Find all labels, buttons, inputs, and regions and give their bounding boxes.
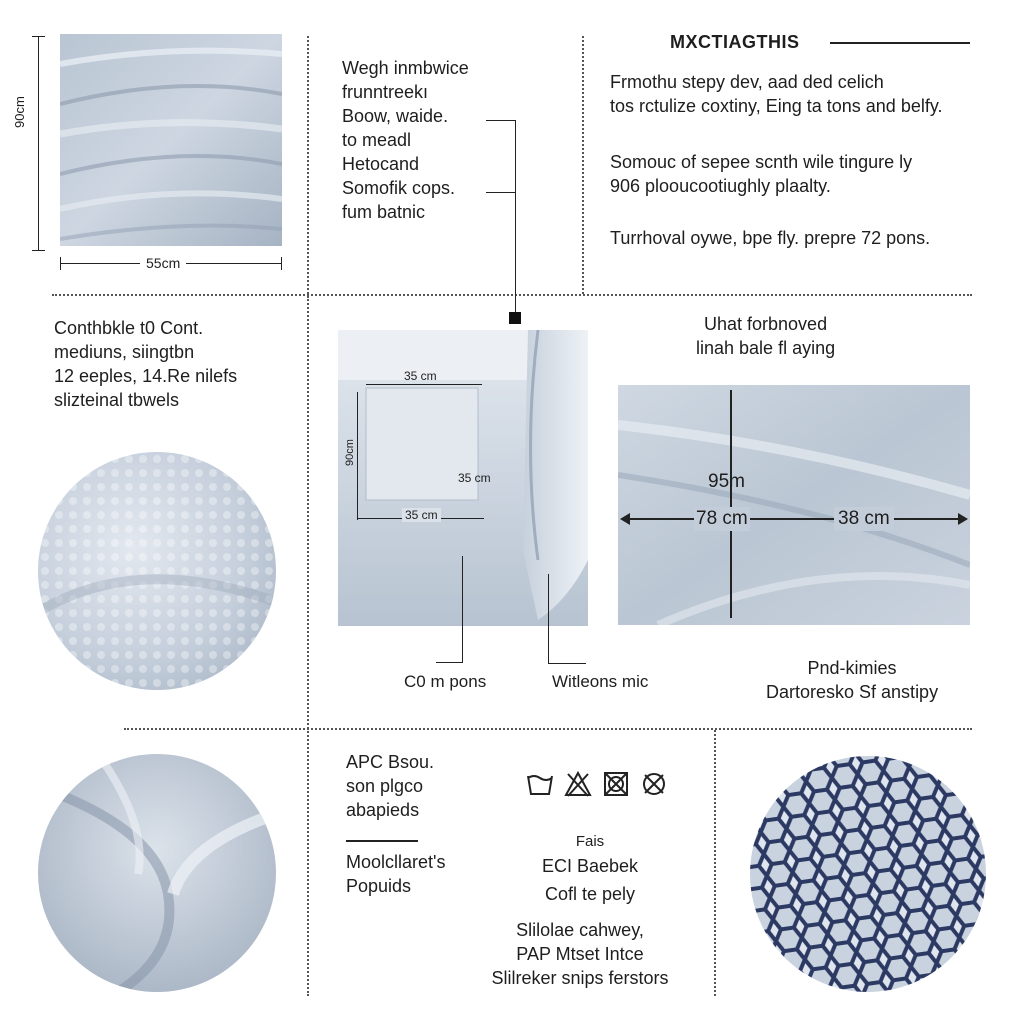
text-line: Somofik cops. bbox=[342, 178, 456, 198]
text-line: Boow, waide. bbox=[342, 106, 449, 126]
text-line: ECI Baebek bbox=[541, 856, 639, 876]
text-line: Frmothu stepy dev, aad ded celich bbox=[610, 72, 884, 92]
col2-description bbox=[342, 56, 469, 224]
divider-vertical-bottom bbox=[714, 730, 716, 996]
divider-horizontal-1 bbox=[52, 294, 972, 296]
height-label: 90cm bbox=[12, 96, 27, 128]
text-line: Wegh inmbwice bbox=[342, 58, 469, 78]
text-line: Turrhoval oywe, bpe fly. prepre 72 pons. bbox=[610, 228, 931, 248]
bottom-col2-block1 bbox=[346, 750, 434, 822]
center-label-right: Witleons mic bbox=[552, 672, 649, 691]
center-label-left: C0 m pons bbox=[404, 672, 487, 691]
header-paragraph-1 bbox=[610, 70, 943, 118]
text-line: Dartoresko Sf anstipy bbox=[766, 682, 939, 702]
left-mid-description bbox=[54, 316, 237, 412]
right-dim-vertical bbox=[730, 390, 732, 618]
arrow-right-icon bbox=[958, 513, 968, 525]
center-dim-left bbox=[357, 392, 358, 520]
page-title: MXCTIAGTHIS bbox=[670, 32, 800, 52]
text-line: 906 plooucootiughly plaalty. bbox=[610, 176, 831, 196]
divider-vertical-top-2 bbox=[582, 36, 584, 294]
divider-horizontal-2 bbox=[124, 728, 972, 730]
no-tumble-dry-icon bbox=[602, 770, 630, 798]
text-line: Hetocand bbox=[342, 154, 420, 174]
divider-vertical-top-1 bbox=[307, 36, 309, 294]
right-caption-below bbox=[766, 656, 938, 704]
center-dim-top bbox=[366, 384, 482, 385]
text-line: 12 eeples, 14.Re nilefs bbox=[54, 366, 238, 386]
text-line: Popuids bbox=[346, 876, 412, 896]
text-line: abapieds bbox=[346, 800, 420, 820]
text-line: slizteinal tbwels bbox=[54, 390, 180, 410]
right-width-label-left: 78 cm bbox=[696, 508, 748, 529]
text-line: son plgco bbox=[346, 776, 424, 796]
dimension-tick-bottom bbox=[32, 250, 45, 251]
text-line: Uhat forbnoved bbox=[704, 314, 828, 334]
text-line: Conthbkle t0 Cont. bbox=[54, 318, 204, 338]
dimension-tick-top bbox=[32, 36, 45, 37]
leader-right-foot bbox=[548, 663, 586, 664]
fabric-closeup-texture bbox=[38, 452, 276, 690]
leader-left-foot bbox=[436, 662, 463, 663]
header-paragraph-2 bbox=[610, 150, 912, 198]
text-line: PAP Mtset Intce bbox=[516, 944, 644, 964]
text-line: Cofl te pely bbox=[544, 884, 636, 904]
text-line: to meadl bbox=[342, 130, 412, 150]
fabric-swatch-folded bbox=[60, 34, 282, 246]
dimension-tick-left bbox=[60, 257, 61, 270]
arrow-left-icon bbox=[620, 513, 630, 525]
text-line: Slilreker snips ferstors bbox=[491, 968, 669, 988]
connector-bracket-top bbox=[486, 120, 516, 121]
connector-bracket-vertical bbox=[515, 120, 516, 316]
text-line: Pnd-kimies bbox=[807, 658, 897, 678]
text-line: tos rctulize coxtiny, Eing ta tons and belfy. bbox=[610, 96, 943, 116]
header-paragraph-3 bbox=[610, 226, 930, 250]
text-line: APC Bsou. bbox=[346, 752, 435, 772]
title-rule bbox=[830, 42, 970, 44]
bottom-col2-rule bbox=[346, 840, 418, 842]
text-line: frunntreekı bbox=[342, 82, 429, 102]
leader-right bbox=[548, 574, 549, 664]
no-dry-clean-icon bbox=[640, 770, 668, 798]
care-icons-row bbox=[526, 770, 668, 798]
mesh-closeup bbox=[750, 756, 986, 992]
text-line: fum batnic bbox=[342, 202, 426, 222]
right-height-label: 95m bbox=[708, 471, 745, 492]
center-left-height-label: 90cm bbox=[344, 439, 356, 466]
text-line: Slilolae cahwey, bbox=[516, 920, 644, 940]
text-line: mediuns, siingtbn bbox=[54, 342, 195, 362]
fabric-flat-photo bbox=[618, 385, 970, 625]
connector-endpoint bbox=[509, 312, 521, 324]
bottom-col2-block2 bbox=[346, 850, 445, 898]
right-dim-horizontal bbox=[622, 518, 966, 520]
width-label: 55cm bbox=[140, 255, 186, 271]
bottom-col3-block1 bbox=[520, 830, 660, 906]
divider-vertical-mid bbox=[307, 296, 309, 996]
no-bleach-icon bbox=[564, 770, 592, 798]
wash-icon bbox=[526, 770, 554, 798]
text-line: Moolcllaret's bbox=[346, 852, 446, 872]
center-bottom-width-label: 35 cm bbox=[402, 508, 441, 522]
dimension-tick-right bbox=[281, 257, 282, 270]
connector-bracket-mid bbox=[486, 192, 516, 193]
center-right-label: 35 cm bbox=[458, 471, 491, 485]
fabric-closeup-drape bbox=[38, 754, 276, 992]
right-mid-caption bbox=[696, 312, 835, 360]
dimension-line-vertical bbox=[38, 36, 39, 250]
center-top-width-label: 35 cm bbox=[404, 369, 437, 383]
leader-left bbox=[462, 556, 463, 662]
right-width-label-right: 38 cm bbox=[834, 507, 894, 531]
text-line: Somouc of sepee scnth wile tingure ly bbox=[610, 152, 913, 172]
text-line: linah bale fl aying bbox=[696, 338, 836, 358]
bottom-col3-block2 bbox=[470, 918, 690, 990]
text-line: Fais bbox=[575, 833, 605, 850]
